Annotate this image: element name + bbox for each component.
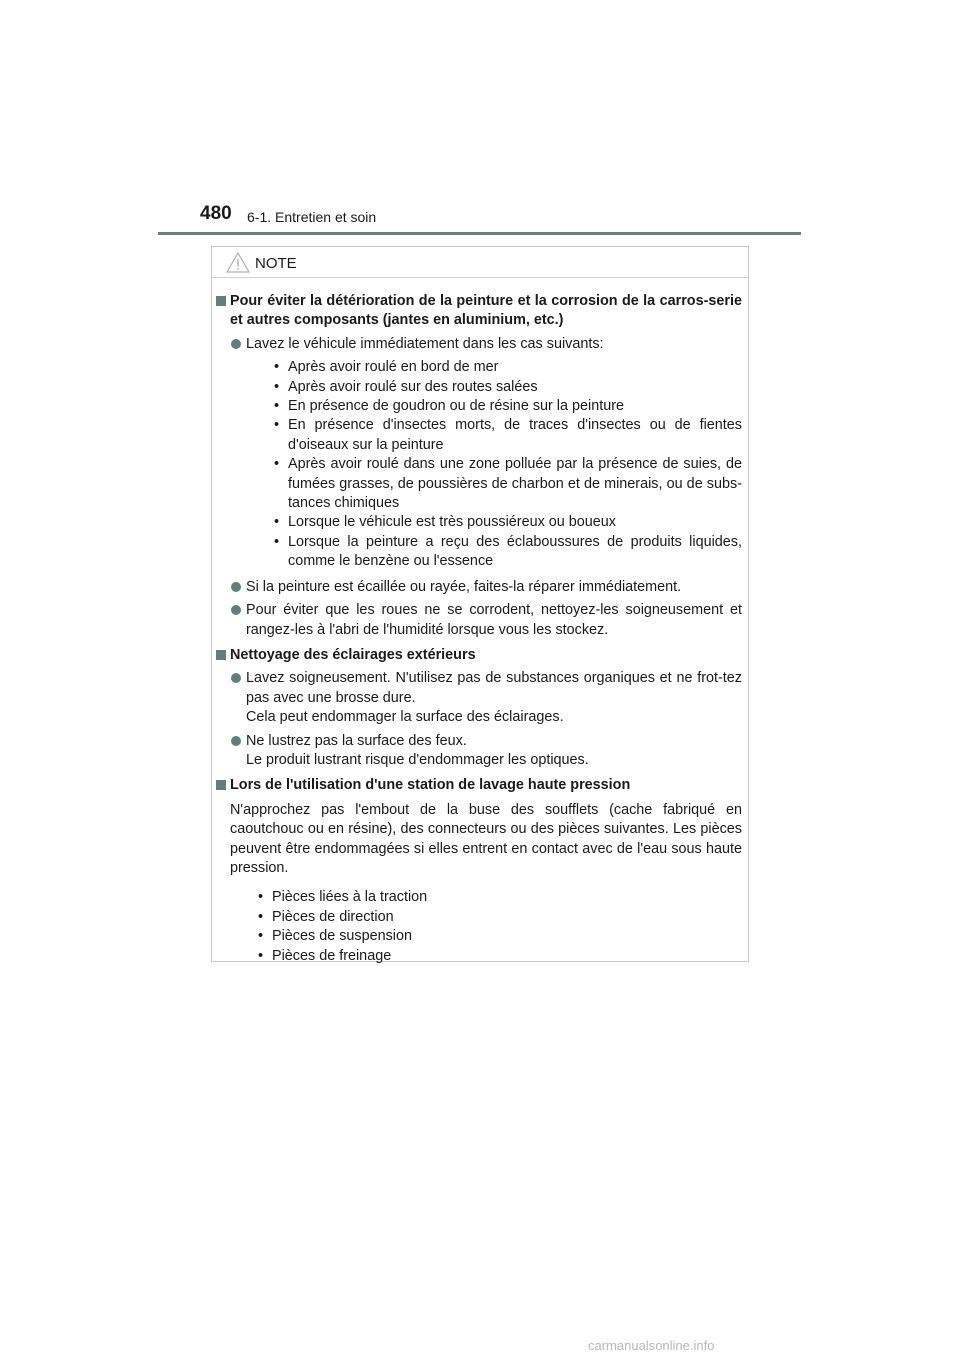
point-text: Ne lustrez pas la surface des feux. (246, 732, 467, 749)
warning-triangle-icon (226, 252, 250, 273)
section-title-lights: Nettoyage des éclairages extérieurs (230, 646, 476, 663)
section-title-paint: Pour éviter la détérioration de la peinture et la corrosion de la carros-serie et autres composants (jantes en aluminium, etc.) (230, 293, 742, 329)
sub-item: • Pièces de freinage (258, 947, 392, 964)
note-section-lights (216, 646, 742, 770)
sub-item: • Après avoir roulé en bord de mer (274, 359, 499, 376)
point-wash-lights (230, 669, 742, 727)
section-square-marker (216, 780, 226, 790)
section-title: 6-1. Entretien et soin (247, 209, 377, 225)
sub-item: • Lorsque le véhicule est très poussiéreux ou boueux (274, 514, 616, 531)
sub-item: • Après avoir roulé dans une zone polluée par la présence de suies, de fumées grasses, de poussières de charbon et de minerais, ou de subs-tances chimiques (274, 456, 742, 512)
point-text: Pour éviter que les roues ne se corrodent, nettoyez-les soigneusement et rangez-les à l'abri de l'humidité lorsque vous les stockez. (246, 602, 742, 638)
page-number: 480 (200, 203, 232, 224)
note-section-paint (216, 292, 742, 640)
note-header (212, 247, 748, 278)
watermark: carmanualsonline.info (588, 1338, 715, 1353)
header-rule (158, 232, 801, 235)
sub-list (230, 888, 742, 966)
sub-item: • En présence de goudron ou de résine sur la peinture (274, 398, 625, 415)
point-text-continued: Le produit lustrant risque d'endommager les optiques. (246, 751, 589, 768)
sub-list (246, 358, 742, 571)
point-wash (230, 335, 742, 572)
sub-item: • Pièces liées à la traction (258, 889, 428, 906)
sub-item: • Pièces de suspension (258, 928, 412, 945)
note-section-pressure-wash (216, 776, 742, 966)
section-square-marker (216, 650, 226, 660)
point-wheels (230, 601, 742, 640)
point-dot-marker (231, 582, 241, 592)
note-label: NOTE (255, 255, 297, 272)
point-text-continued: Cela peut endommager la surface des éclairages. (246, 709, 564, 726)
sub-item: • En présence d'insectes morts, de traces d'insectes ou de fientes d'oiseaux sur la peinture (274, 417, 742, 453)
point-text: Lavez soigneusement. N'utilisez pas de substances organiques et ne frot-tez pas avec une brosse dure. (246, 670, 742, 706)
point-dot-marker (231, 339, 241, 349)
note-body (212, 278, 748, 966)
section-title-pressure-wash: Lors de l'utilisation d'une station de lavage haute pression (230, 777, 631, 794)
sub-item: • Lorsque la peinture a reçu des éclaboussures de produits liquides, comme le benzène ou l'essence (274, 533, 742, 570)
point-text: Si la peinture est écaillée ou rayée, faites-la réparer immédiatement. (246, 578, 682, 595)
point-dot-marker (231, 605, 241, 615)
point-scratch (230, 578, 742, 597)
note-box (211, 246, 749, 962)
point-no-polish (230, 732, 742, 771)
sub-item: • Pièces de direction (258, 908, 394, 925)
sub-item: • Après avoir roulé sur des routes salées (274, 378, 538, 395)
section-square-marker (216, 296, 226, 306)
point-text: Lavez le véhicule immédiatement dans les cas suivants: (246, 335, 604, 352)
point-dot-marker (231, 736, 241, 746)
point-dot-marker (231, 673, 241, 683)
section-paragraph: N'approchez pas l'embout de la buse des soufflets (cache fabriqué en caoutchouc ou en résine), des connecteurs ou des pièces suivantes. Les pièces peuvent être endommagées si elles entrent en contact avec de l'eau sous haute pression. (230, 801, 742, 876)
